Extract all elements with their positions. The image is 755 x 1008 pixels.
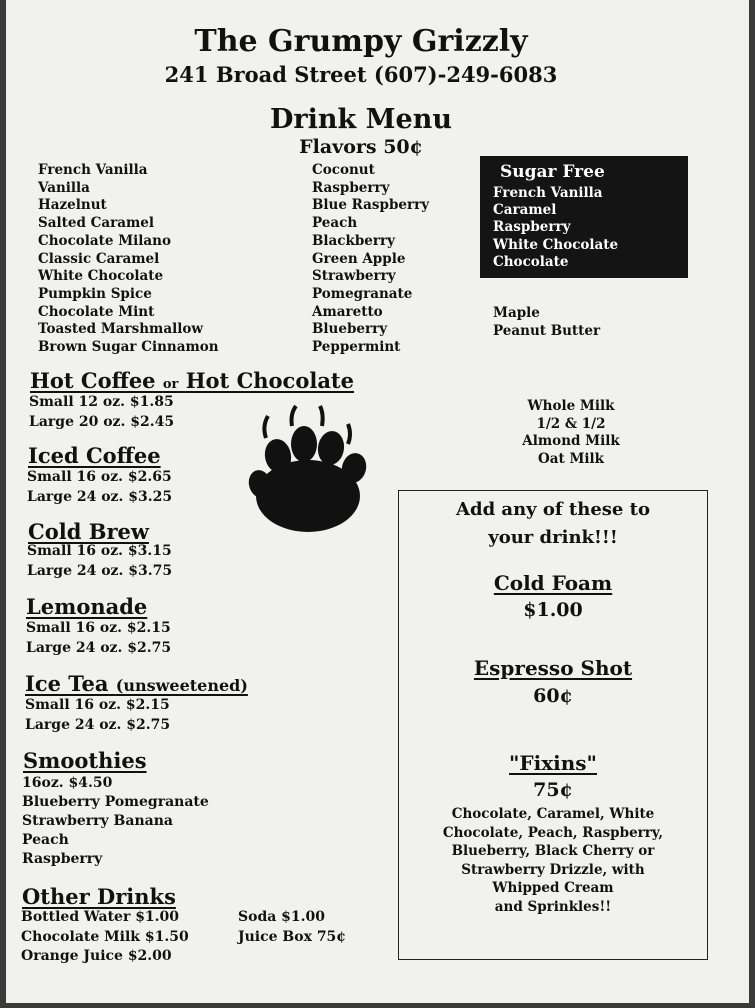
flavor-item: Peanut Butter	[493, 322, 601, 339]
price-line: Small 16 oz. $3.15	[27, 543, 172, 559]
flavor-item: Maple	[493, 305, 540, 321]
flavor-item: Hazelnut	[38, 197, 107, 214]
flavor-item: Vanilla	[38, 179, 90, 196]
flavor-item: Green Apple	[312, 250, 406, 267]
sugar-free-item: French Vanilla	[493, 185, 603, 201]
flavor-item: Chocolate Milano	[38, 232, 171, 249]
other-drinks-left	[21, 908, 189, 967]
hot-coffee-prices	[29, 393, 174, 432]
smoothie-item: Peach	[22, 832, 69, 848]
addons-box	[398, 490, 708, 960]
price-line: Small 16 oz. $2.65	[27, 469, 172, 485]
ice-tea-prices	[25, 696, 170, 735]
smoothies-title: Smoothies	[23, 748, 147, 773]
cold-foam-price: $1.00	[523, 599, 583, 621]
addons-heading-line1: Add any of these to	[456, 499, 650, 520]
sugar-free-item: Raspberry	[493, 219, 571, 236]
other-drinks-title: Other Drinks	[22, 884, 176, 909]
flavors-title: Flavors 50¢	[299, 136, 423, 158]
price-line: Small 16 oz. $2.15	[25, 697, 170, 713]
restaurant-name: The Grumpy Grizzly	[194, 24, 528, 59]
flavor-item: French Vanilla	[38, 162, 148, 178]
espresso-price: 60¢	[533, 685, 573, 707]
flavor-item: Blue Raspberry	[312, 197, 430, 214]
smoothie-item: Raspberry	[22, 851, 103, 867]
flavor-item: Pumpkin Spice	[38, 285, 152, 302]
menu-title: Drink Menu	[270, 104, 452, 135]
ice-tea-note: (unsweetened)	[115, 676, 248, 695]
flavor-item: Pomegranate	[312, 285, 413, 302]
lemonade-title: Lemonade	[26, 594, 148, 619]
menu-page	[6, 0, 749, 1003]
hot-coffee-title: Hot Coffee or Hot Chocolate	[30, 368, 354, 393]
flavor-item: Classic Caramel	[38, 250, 160, 267]
drink-item: Orange Juice $2.00	[21, 948, 172, 964]
other-drinks-right	[238, 908, 346, 947]
drink-item: Juice Box 75¢	[238, 928, 347, 945]
milk-option: Almond Milk	[522, 433, 620, 450]
drink-item: Bottled Water $1.00	[21, 909, 180, 925]
drink-item: Soda $1.00	[238, 909, 326, 925]
addons-heading-line2: your drink!!!	[488, 527, 618, 548]
fixins-title: "Fixins"	[509, 751, 597, 775]
fixins-line: and Sprinkles!!	[494, 898, 612, 915]
smoothie-item: Strawberry Banana	[22, 813, 173, 829]
iced-coffee-prices	[27, 468, 172, 507]
flavor-column-3	[493, 305, 600, 340]
fixins-description	[399, 805, 707, 916]
smoothies-list	[22, 774, 209, 869]
cold-brew-title: Cold Brew	[28, 519, 149, 544]
sugar-free-title: Sugar Free	[500, 162, 605, 182]
fixins-price: 75¢	[533, 779, 573, 801]
smoothie-item: Blueberry Pomegranate	[22, 794, 209, 810]
flavor-item: Coconut	[312, 162, 375, 178]
flavor-column-1	[38, 162, 219, 357]
lemonade-prices	[26, 619, 171, 658]
fixins-line: Strawberry Drizzle, with	[461, 861, 645, 878]
price-line: Large 24 oz. $3.75	[27, 562, 173, 579]
fixins-line: Chocolate, Peach, Raspberry,	[442, 824, 664, 841]
milk-options	[496, 398, 646, 468]
flavor-item: Peppermint	[312, 339, 401, 356]
price-line: Large 24 oz. $3.25	[27, 488, 173, 505]
cold-brew-prices	[27, 542, 172, 581]
price-line: Small 12 oz. $1.85	[29, 394, 174, 410]
milk-option: Oat Milk	[538, 450, 604, 467]
flavor-item: Peach	[312, 215, 358, 232]
iced-coffee-title: Iced Coffee	[28, 443, 161, 468]
restaurant-address: 241 Broad Street (607)-249-6083	[164, 62, 558, 87]
flavor-item: Raspberry	[312, 179, 390, 196]
price-line: Large 24 oz. $2.75	[26, 639, 172, 656]
fixins-line: Whipped Cream	[492, 880, 614, 896]
sugar-free-item: Chocolate	[493, 253, 569, 270]
sugar-free-item: Caramel	[493, 202, 557, 219]
flavor-item: Blueberry	[312, 321, 388, 338]
price-line: Large 24 oz. $2.75	[25, 716, 171, 733]
flavor-item: Chocolate Mint	[38, 303, 155, 320]
flavor-column-2	[312, 162, 429, 357]
flavor-item: Blackberry	[312, 232, 395, 249]
ice-tea-title: Ice Tea (unsweetened)	[25, 671, 248, 696]
flavor-item: Toasted Marshmallow	[38, 321, 203, 338]
price-line: Large 20 oz. $2.45	[29, 413, 175, 430]
cold-foam-title: Cold Foam	[493, 571, 613, 595]
fixins-line: Chocolate, Caramel, White	[451, 806, 655, 822]
flavor-item: White Chocolate	[38, 268, 164, 285]
bear-paw-icon	[238, 404, 374, 534]
price-line: Small 16 oz. $2.15	[26, 620, 171, 636]
milk-option: 1/2 & 1/2	[536, 415, 606, 432]
sugar-free-box	[480, 156, 688, 278]
espresso-title: Espresso Shot	[473, 656, 633, 680]
smoothie-item: 16oz. $4.50	[22, 775, 113, 791]
milk-option: Whole Milk	[527, 398, 615, 414]
flavor-item: Brown Sugar Cinnamon	[38, 339, 219, 356]
flavor-item: Strawberry	[312, 268, 396, 285]
sugar-free-item: White Chocolate	[493, 236, 619, 253]
drink-item: Chocolate Milk $1.50	[21, 928, 189, 945]
fixins-line: Blueberry, Black Cherry or	[451, 843, 655, 859]
flavor-item: Amaretto	[312, 303, 383, 320]
flavor-item: Salted Caramel	[38, 215, 154, 232]
